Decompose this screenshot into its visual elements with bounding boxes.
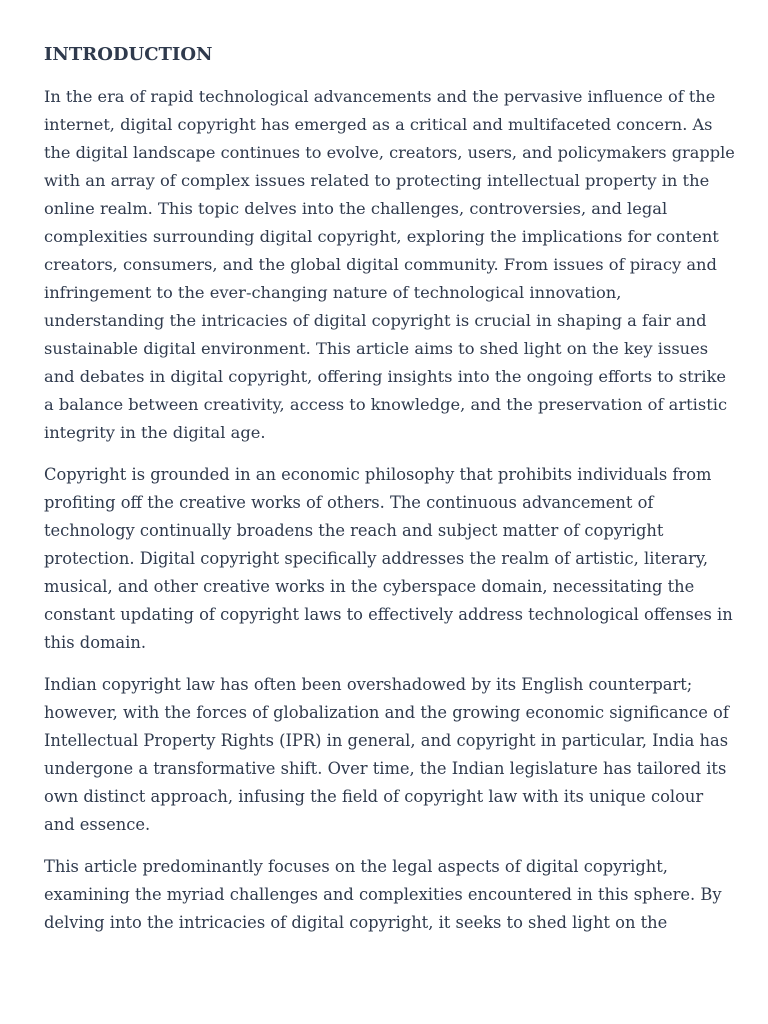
paragraph-line: delving into the intricacies of digital copyright, it seeks to shed light on the <box>44 913 668 932</box>
paragraph-line: profiting off the creative works of others. The continuous advancement of <box>44 493 654 512</box>
section-heading: INTRODUCTION <box>44 44 213 65</box>
paragraph-line: This article predominantly focuses on the legal aspects of digital copyright, <box>44 857 668 876</box>
paragraph-line: Copyright is grounded in an economic philosophy that prohibits individuals from <box>44 465 712 484</box>
paragraph-line: examining the myriad challenges and complexities encountered in this sphere. By <box>44 885 722 904</box>
paragraph-2 <box>44 461 733 657</box>
paragraph-line: sustainable digital environment. This article aims to shed light on the key issues <box>44 339 709 358</box>
paragraph-line: however, with the forces of globalization and the growing economic significance of <box>44 703 729 722</box>
paragraph-line: undergone a transformative shift. Over time, the Indian legislature has tailored its <box>44 759 727 778</box>
paragraph-1 <box>44 83 735 447</box>
paragraph-line: online realm. This topic delves into the challenges, controversies, and legal <box>44 199 668 218</box>
paragraph-line: protection. Digital copyright specifically addresses the realm of artistic, literary, <box>44 549 709 568</box>
paragraph-line: In the era of rapid technological advancements and the pervasive influence of the <box>44 87 716 106</box>
paragraph-3 <box>44 671 729 839</box>
paragraph-line: constant updating of copyright laws to effectively address technological offenses in <box>44 605 733 624</box>
paragraph-4 <box>44 853 722 937</box>
paragraph-line: integrity in the digital age. <box>44 423 266 442</box>
paragraph-line: and essence. <box>44 815 151 834</box>
paragraph-line: musical, and other creative works in the cyberspace domain, necessitating the <box>44 577 695 596</box>
paragraph-line: own distinct approach, infusing the field of copyright law with its unique colour <box>44 787 704 806</box>
paragraph-line: internet, digital copyright has emerged as a critical and multifaceted concern. As <box>44 115 713 134</box>
paragraph-line: infringement to the ever-changing nature of technological innovation, <box>44 283 622 302</box>
paragraph-line: Indian copyright law has often been overshadowed by its English counterpart; <box>44 675 693 694</box>
paragraph-line: understanding the intricacies of digital copyright is crucial in shaping a fair and <box>44 311 707 330</box>
paragraph-line: with an array of complex issues related to protecting intellectual property in the <box>44 171 710 190</box>
paragraph-line: and debates in digital copyright, offering insights into the ongoing efforts to strike <box>44 367 727 386</box>
paragraph-line: the digital landscape continues to evolve, creators, users, and policymakers grapple <box>44 143 735 162</box>
paragraph-line: creators, consumers, and the global digital community. From issues of piracy and <box>44 255 717 274</box>
paragraph-line: technology continually broadens the reach and subject matter of copyright <box>44 521 664 540</box>
paragraph-line: this domain. <box>44 633 147 652</box>
paragraph-line: Intellectual Property Rights (IPR) in general, and copyright in particular, India has <box>44 731 729 750</box>
paragraph-line: a balance between creativity, access to knowledge, and the preservation of artistic <box>44 395 728 414</box>
paragraph-line: complexities surrounding digital copyright, exploring the implications for content <box>44 227 719 246</box>
